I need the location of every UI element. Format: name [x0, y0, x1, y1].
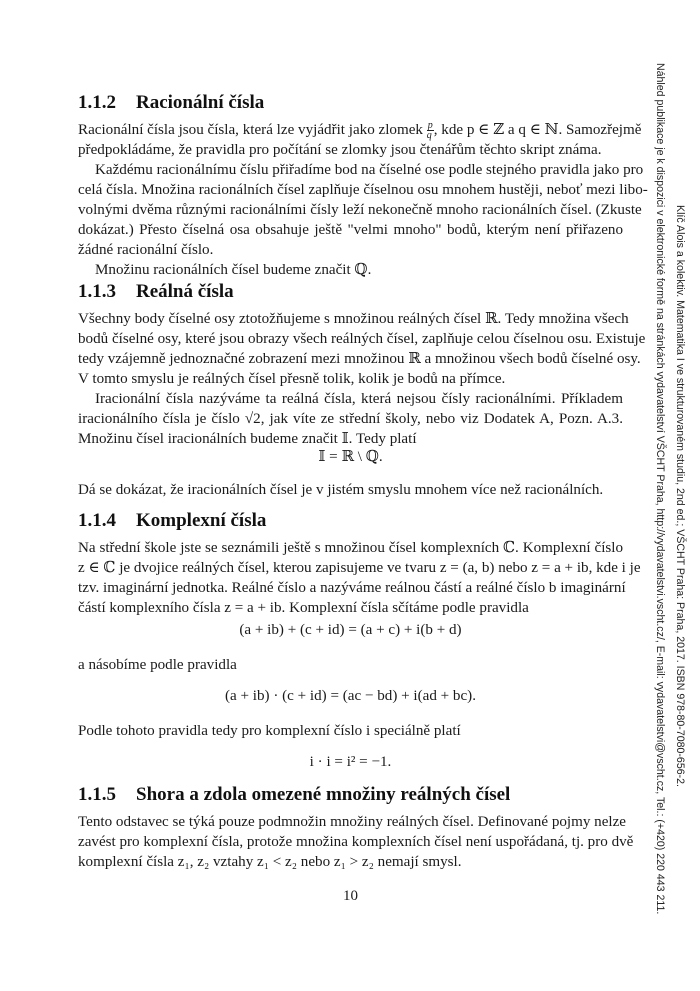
- paragraph: [78, 480, 623, 500]
- paragraph: [78, 538, 641, 618]
- text-line: Všechny body číselné osy ztotožňujeme s množinou reálných čísel ℝ. Tedy množina všech: [78, 311, 629, 327]
- page-number: 10: [343, 888, 358, 904]
- text-line: Iracionální čísla nazýváme ta reálná čísla, která nejsou čísly racionálními. Příkladem: [95, 391, 623, 407]
- equation-irrational-set: 𝕀 = ℝ \ ℚ.: [318, 449, 383, 465]
- text-line: tedy vzájemně jednoznačné zobrazení mezi množinou ℝ a množinou všech bodů číselné osy.: [78, 351, 641, 367]
- text-line: z ∈ ℂ je dvojice reálných čísel, kterou zapisujeme ve tvaru z = (a, b) nebo z = a + ib, kde i je: [78, 560, 641, 576]
- text-line: volnými dvěma různými racionálními čísly leží nekonečně mnoho racionálních čísel. (Zkuste: [78, 202, 642, 218]
- equation-complex-addition: (a + ib) + (c + id) = (a + c) + i(b + d): [239, 622, 462, 638]
- text-line: Na střední škole jste se seznámili ještě s množinou čísel komplexních ℂ. Komplexní číslo: [78, 540, 623, 556]
- paragraph: [78, 309, 646, 389]
- text-line: žádné racionální číslo.: [78, 242, 214, 258]
- text-line: dokázat.) Přesto číselná osa obsahuje ještě "velmi mnoho" bodů, kterým není přiřazeno: [78, 222, 623, 238]
- section-title: Komplexní čísla: [136, 510, 267, 531]
- equation-i-squared: i · i = i² = −1.: [309, 754, 392, 770]
- paragraph: [78, 120, 642, 160]
- section-number: 1.1.4: [78, 510, 116, 531]
- paragraph: [78, 389, 623, 449]
- text-line: částí komplexního čísla z = a + ib. Komplexní čísla sčítáme podle pravidla: [78, 600, 529, 616]
- text-line: Racionální čísla jsou čísla, která lze vyjádřit jako zlomek $\frac{p}{q}$ , kde p ∈ ℤ a q ∈ ℕ. Samozřejmě: [78, 120, 642, 142]
- paragraph: [78, 160, 648, 260]
- text-line: Podle tohoto pravidla tedy pro komplexní číslo i speciálně platí: [78, 723, 461, 739]
- text-line: bodů číselné osy, které jsou obrazy všech reálných čísel, zaplňuje celou číselnou osu. Existuje: [78, 331, 646, 347]
- text-line: Množinu racionálních čísel budeme značit ℚ.: [95, 262, 372, 278]
- section-title: Reálná čísla: [136, 281, 234, 302]
- text-line: a násobíme podle pravidla: [78, 657, 237, 673]
- text-line: iracionálního čísla je číslo √2, jak víte ze střední školy, nebo viz Dodatek A, Pozn. A.3.: [78, 411, 623, 427]
- text-line: komplexní čísla z₁, z₂ vztahy z₁ < z₂ nebo z₁ > z₂ nemají smysl.: [78, 854, 462, 870]
- equation-complex-multiplication: (a + ib) · (c + id) = (ac − bd) + i(ad + bc).: [225, 688, 476, 704]
- section-title: Shora a zdola omezené množiny reálných čísel: [136, 784, 511, 805]
- section-number: 1.1.3: [78, 281, 116, 302]
- text-line: Množinu čísel iracionálních budeme značit 𝕀. Tedy platí: [78, 431, 417, 447]
- text-line: Dá se dokázat, že iracionálních čísel je v jistém smyslu mnohem více než racionálních.: [78, 482, 604, 498]
- paragraph: [78, 721, 623, 741]
- text-line: předpokládáme, že pravidla pro počítání se zlomky jsou čtenářům těchto skript známa.: [78, 142, 602, 158]
- text-line: tzv. imaginární jednotka. Reálné číslo a nazýváme reálnou částí a reálné číslo b imaginární: [78, 580, 626, 596]
- section-heading-1-1-3: [78, 281, 234, 303]
- text-line: Tento odstavec se týká pouze podmnožin množiny reálných čísel. Definované pojmy nelze: [78, 814, 627, 830]
- paragraph: [78, 655, 623, 675]
- section-number: 1.1.2: [78, 92, 116, 113]
- sidebar-citation-line: Klíč Alois a kolektiv. Matematika I ve strukturovaném studiu, 2nd ed.; VŠCHT Praha: Praha, 2017. ISBN 978-80-7080-656-2.: [674, 205, 686, 787]
- text-line: zavést pro komplexní čísla, protože množina komplexních čísel není uspořádaná, tj. pro dvě: [78, 834, 634, 850]
- section-heading-1-1-2: [78, 92, 264, 114]
- text-line: celá čísla. Množina racionálních čísel zaplňuje číselnou osu mnohem hustěji, neboť mezi libo-: [78, 182, 648, 198]
- paragraph: [78, 260, 623, 280]
- section-title: Racionální čísla: [136, 92, 265, 113]
- paragraph: [78, 812, 634, 872]
- text-line: Každému racionálnímu číslu přiřadíme bod na číselné ose podle stejného pravidla jako pro: [95, 162, 644, 178]
- text-line: V tomto smyslu je reálných čísel přesně tolik, kolik je bodů na přímce.: [78, 371, 506, 387]
- section-heading-1-1-4: [78, 510, 266, 532]
- sidebar-availability-line: Náhled publikace je k dispozici v elektronické formě na stránkách vydavatelství VŠCHT Praha, http://vydavatelstvi.vscht.cz/, E-mail: vydavatelstvi@vscht.cz, Tel.: (+420) 220 443 211.: [654, 63, 666, 915]
- section-number: 1.1.5: [78, 784, 116, 805]
- fraction-p-over-q: $\frac{p}{q}$: [426, 120, 433, 142]
- section-heading-1-1-5: [78, 784, 510, 806]
